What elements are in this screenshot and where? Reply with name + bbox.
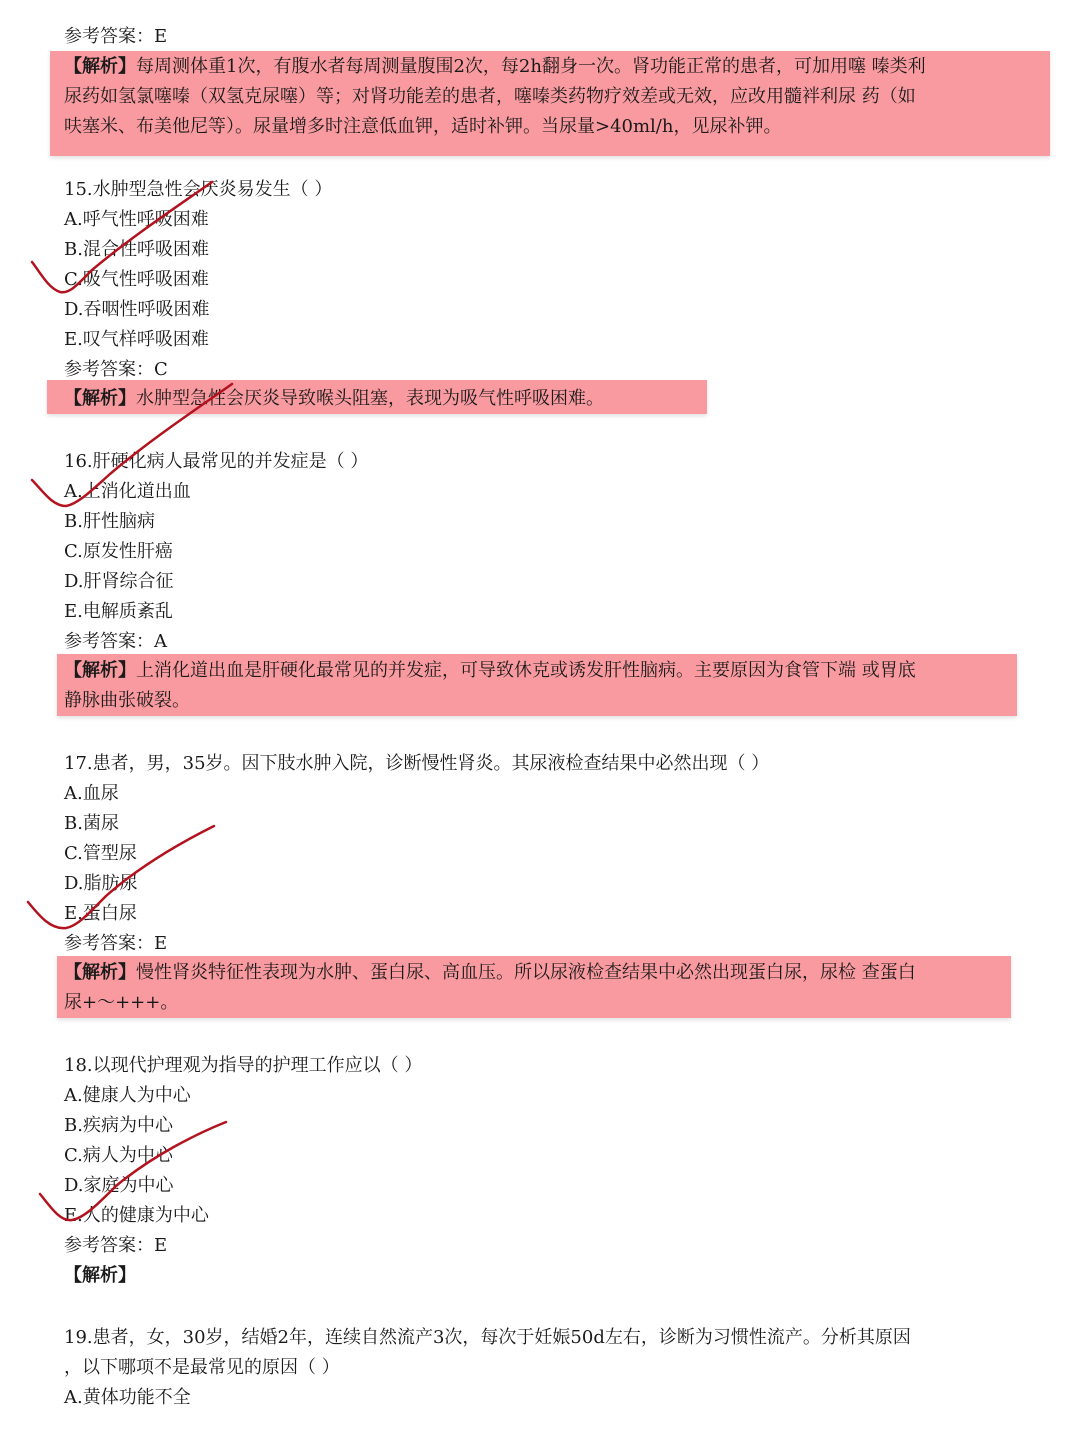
- q18-option-a: A.健康人为中心: [64, 1085, 191, 1106]
- q15-option-d: D.吞咽性呼吸困难: [64, 299, 210, 320]
- q17-option-e: E.蛋白尿: [64, 903, 137, 924]
- q15-option-c: C.吸气性呼吸困难: [64, 269, 209, 290]
- q17-answer: 参考答案：E: [64, 933, 168, 954]
- q15-answer: 参考答案：C: [64, 359, 168, 380]
- q14-answer: 参考答案：E: [64, 26, 168, 47]
- q14-analysis-line-2: 尿药如氢氯噻嗪（双氢克尿噻）等；对肾功能差的患者，噻嗪类药物疗效差或无效，应改用髓袢利尿 药（如: [64, 86, 916, 107]
- q19-stem-line-1: 19.患者，女，30岁，结婚2年，连续自然流产3次，每次于妊娠50d左右，诊断为习惯性流产。分析其原因: [64, 1327, 911, 1348]
- q16-option-e: E.电解质紊乱: [64, 601, 173, 622]
- q18-option-c: C.病人为中心: [64, 1145, 173, 1166]
- q14-analysis-line-1: 【解析】每周测体重1次，有腹水者每周测量腹围2次，每2h翻身一次。肾功能正常的患者，可加用噻 嗪类利: [64, 56, 926, 77]
- q16-option-d: D.肝肾综合征: [64, 571, 174, 592]
- q17-option-c: C.管型尿: [64, 843, 137, 864]
- q15-stem: 15.水肿型急性会厌炎易发生（ ）: [64, 179, 333, 200]
- q16-stem: 16.肝硬化病人最常见的并发症是（ ）: [64, 451, 369, 472]
- q17-stem: 17.患者，男，35岁。因下肢水肿入院，诊断慢性肾炎。其尿液检查结果中必然出现（ ）: [64, 753, 770, 774]
- q15-option-e: E.叹气样呼吸困难: [64, 329, 209, 350]
- q15-analysis-line-1: 【解析】水肿型急性会厌炎导致喉头阻塞，表现为吸气性呼吸困难。: [64, 388, 604, 409]
- q17-option-b: B.菌尿: [64, 813, 119, 834]
- q15-option-b: B.混合性呼吸困难: [64, 239, 209, 260]
- q19-option-a: A.黄体功能不全: [64, 1387, 191, 1408]
- q18-stem: 18.以现代护理观为指导的护理工作应以（ ）: [64, 1055, 423, 1076]
- q17-analysis-line-1: 【解析】慢性肾炎特征性表现为水肿、蛋白尿、高血压。所以尿液检查结果中必然出现蛋白尿，尿检 查蛋白: [64, 962, 916, 983]
- q18-option-d: D.家庭为中心: [64, 1175, 174, 1196]
- q16-analysis-line-2: 静脉曲张破裂。: [64, 690, 190, 711]
- q18-option-e: E.人的健康为中心: [64, 1205, 209, 1226]
- q19-stem-line-2: ，以下哪项不是最常见的原因（ ）: [64, 1357, 340, 1378]
- q17-option-d: D.脂肪尿: [64, 873, 138, 894]
- q18-answer: 参考答案：E: [64, 1235, 168, 1256]
- q18-option-b: B.疾病为中心: [64, 1115, 173, 1136]
- q18-analysis-label: 【解析】: [64, 1265, 136, 1286]
- q16-option-b: B.肝性脑病: [64, 511, 155, 532]
- q16-analysis-line-1: 【解析】上消化道出血是肝硬化最常见的并发症，可导致休克或诱发肝性脑病。主要原因为食管下端 或胃底: [64, 660, 916, 681]
- q17-option-a: A.血尿: [64, 783, 119, 804]
- q17-analysis-line-2: 尿+～+++。: [64, 992, 179, 1013]
- q14-analysis-line-3: 呋塞米、布美他尼等）。尿量增多时注意低血钾，适时补钾。当尿量>40ml/h，见尿补钾。: [64, 116, 782, 137]
- q16-option-c: C.原发性肝癌: [64, 541, 173, 562]
- q16-option-a: A.上消化道出血: [64, 481, 191, 502]
- q16-answer: 参考答案：A: [64, 631, 167, 652]
- q15-option-a: A.呼气性呼吸困难: [64, 209, 209, 230]
